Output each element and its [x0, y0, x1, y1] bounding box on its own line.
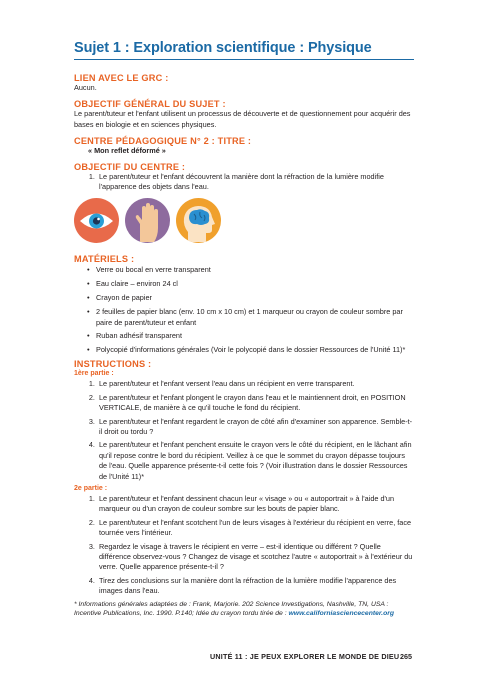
instruction-item: 1. Le parent/tuteur et l'enfant versent l'eau dans un récipient en verre transparent.	[97, 379, 414, 389]
instructions-heading: INSTRUCTIONS :	[74, 359, 152, 370]
footnote-text: * Informations générales adaptées de : Frank, Marjorie. 202 Science Investigations, Nashville, TN, USA : Incentive Publications, Inc. 1990. P.140; Idée du crayon tordu tirée de :	[74, 600, 389, 618]
page-content	[74, 40, 414, 625]
materiel-item: • Crayon de papier	[96, 293, 414, 303]
page-title: Sujet 1 : Exploration scientifique : Physique	[74, 40, 414, 60]
instruction-item: 4. Le parent/tuteur et l'enfant penchent ensuite le crayon vers le côté du récipient, en le lâchant afin qu'il repose contre le bord du récipient. Veillez à ce que le sommet du crayon dépasse toujours de l'eau. Quelle apparence présente-t-il cette fois ? (Voir illustration dans le dossier Ressources de l'Unité 11)*	[97, 440, 414, 482]
hand-icon	[125, 198, 170, 243]
instruction-item: 2. Le parent/tuteur et l'enfant plongent le crayon dans l'eau et le maintiennent droit, en POSITION VERTICALE, de manière à ce qu'il touche le fond du récipient.	[97, 393, 414, 414]
instruction-item: 1. Le parent/tuteur et l'enfant dessinent chacun leur « visage » ou « autoportrait » à l'aide d'un marqueur ou d'un crayon de couleur sombre sur les bouts de papier blanc.	[97, 494, 414, 515]
footnote-link[interactable]: www.californiasciencecenter.org	[288, 610, 395, 618]
part1-label: 1ère partie :	[74, 370, 114, 378]
materiel-item: • Verre ou bocal en verre transparent	[96, 265, 414, 275]
materiel-item: • Eau claire – environ 24 cl	[96, 279, 414, 289]
objectif-centre-heading: OBJECTIF DU CENTRE :	[74, 161, 186, 172]
materiel-item: • 2 feuilles de papier blanc (env. 10 cm x 10 cm) et 1 marqueur ou crayon de couleur sombre par paire de parent/tuteur et enfant	[96, 307, 414, 328]
lien-section	[74, 73, 414, 93]
instruction-item: 2. Le parent/tuteur et l'enfant scotchent l'un de leurs visages à l'extérieur du récipient en verre, face tournée vers l'intérieur.	[97, 518, 414, 539]
eye-icon	[74, 198, 119, 243]
centre-heading: CENTRE PÉDAGOGIQUE N° 2 : TITRE :	[74, 136, 252, 147]
objectif-general-section	[74, 99, 414, 130]
centre-subtitle: « Mon reflet déformé »	[88, 146, 166, 156]
footnote	[74, 600, 414, 619]
materiel-item: • Ruban adhésif transparent	[96, 331, 414, 341]
sense-icons	[74, 198, 414, 243]
instructions-section	[74, 359, 414, 596]
objectif-centre-item: 1. Le parent/tuteur et l'enfant découvrent la manière dont la réfraction de la lumière modifie l'apparence des objets dans l'eau.	[97, 172, 414, 193]
objectif-general-heading: OBJECTIF GÉNÉRAL DU SUJET :	[74, 99, 226, 110]
materiels-heading: MATÉRIELS :	[74, 254, 135, 265]
instruction-item: 4. Tirez des conclusions sur la manière dont la réfraction de la lumière modifie l'apparence des images dans l'eau.	[97, 576, 414, 597]
lien-text: Aucun.	[74, 83, 97, 92]
instruction-item: 3. Le parent/tuteur et l'enfant regardent le crayon de côté afin d'examiner son apparence. Semble-t-il droit ou tordu ?	[97, 417, 414, 438]
objectif-general-text: Le parent/tuteur et l'enfant utilisent un processus de découverte et de questionnement pour acquérir des bases en biologie et en sciences physiques.	[74, 109, 411, 129]
materiels-section	[74, 254, 414, 355]
head-brain-icon	[176, 198, 221, 243]
centre-section	[74, 136, 414, 156]
lien-heading: LIEN AVEC LE GRC :	[74, 73, 169, 83]
objectif-centre-section	[74, 162, 414, 193]
part2-label: 2e partie :	[74, 484, 108, 492]
page-number: 265	[400, 652, 412, 661]
materiel-item: • Polycopié d'informations générales (Voir le polycopié dans le dossier Ressources de l'Unité 11)*	[96, 345, 414, 355]
instruction-item: 3. Regardez le visage à travers le récipient en verre – est-il identique ou différent ? Quelle différence observez-vous ? Changez de visage et scotchez l'autre « autoportrait » à l'extérieur du verre. Quelle apparence présente-t-il ?	[97, 542, 414, 573]
footer-unit: UNITÉ 11 : JE PEUX EXPLORER LE MONDE DE DIEU	[210, 652, 400, 661]
